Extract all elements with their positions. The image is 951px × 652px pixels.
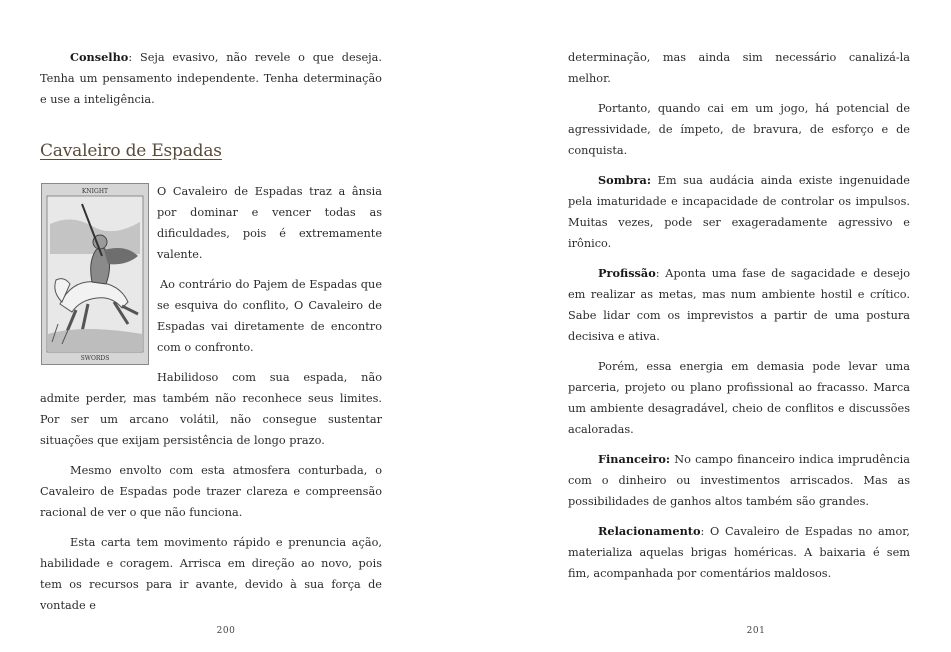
paragraph-porem: Porém, essa energia em demasia pode levar uma parceria, projeto ou plano profissional ao fracasso. Marca um ambiente desagradável, cheio de conflitos e discussões acaloradas. — [568, 360, 910, 436]
right-text-column — [568, 47, 910, 593]
sombra-text: Em sua audácia ainda existe ingenuidade pela imaturidade e incapacidade de controlar os impulsos. Muitas vezes, pode ser exageradamente agressivo e irônico. — [568, 174, 910, 250]
profissao-text: : Aponta uma fase de sagacidade e desejo em realizar as metas, mas num ambiente hostil e crítico. Sabe lidar com os imprevistos a partir de uma postura decisiva e ativa. — [568, 267, 910, 343]
card-bottom-label: SWORDS — [80, 355, 110, 362]
paragraph-conselho — [40, 47, 382, 110]
paragraph-5: Esta carta tem movimento rápido e prenuncia ação, habilidade e coragem. Arrisca em direção ao novo, pois tem os recursos para ir avante, devido à sua força de vontade e — [40, 536, 382, 612]
paragraph-relacionamento — [568, 521, 910, 584]
page-number-left: 200 — [216, 626, 236, 636]
paragraph-1: O Cavaleiro de Espadas traz a ânsia por dominar e vencer todas as dificuldades, pois é extremamente valente. — [157, 185, 382, 261]
section-heading: Cavaleiro de Espadas — [40, 141, 222, 161]
paragraph-profissao — [568, 263, 910, 347]
card-top-label: KNIGHT — [81, 188, 109, 195]
profissao-label: Profissão — [598, 266, 656, 280]
conselho-text: : Seja evasivo, não revele o que deseja. Tenha um pensamento independente. Tenha determinação e use a inteligência. — [40, 51, 382, 106]
relacionamento-text: : O Cavaleiro de Espadas no amor, materializa aquelas brigas homéricas. A baixaria é sem fim, acompanhada por comentários maldosos. — [568, 525, 910, 580]
paragraph-continuation: determinação, mas ainda sim necessário canalizá-la melhor. — [568, 51, 910, 85]
left-page — [0, 0, 475, 652]
knight-of-swords-card-image — [41, 183, 149, 365]
sombra-label: Sombra: — [598, 173, 651, 187]
paragraph-2: Ao contrário do Pajem de Espadas que se esquiva do conflito, O Cavaleiro de Espadas vai diretamente de encontro com o confronto. — [157, 278, 382, 354]
page-number-right: 201 — [746, 626, 766, 636]
card-illustration — [42, 184, 148, 364]
financeiro-label: Financeiro: — [598, 452, 671, 466]
conselho-label: Conselho — [70, 50, 129, 64]
relacionamento-label: Relacionamento — [598, 524, 701, 538]
right-page — [476, 0, 951, 652]
paragraph-3: Habilidoso com sua espada, não admite perder, mas também não reconhece seus limites. Por ser um arcano volátil, não consegue sustentar situações que exijam persistência de longo prazo. — [40, 371, 382, 447]
paragraph-financeiro — [568, 449, 910, 512]
financeiro-text: No campo financeiro indica imprudência com o dinheiro ou investimentos arriscados. Mas as possibilidades de ganhos altos também são grandes. — [568, 453, 910, 508]
left-text-column — [40, 47, 382, 625]
paragraph-4: Mesmo envolto com esta atmosfera conturbada, o Cavaleiro de Espadas pode trazer clareza e compreensão racional de ver o que não funciona. — [40, 464, 382, 519]
paragraph-portanto: Portanto, quando cai em um jogo, há potencial de agressividade, de ímpeto, de bravura, de esforço e de conquista. — [568, 102, 910, 157]
paragraph-sombra — [568, 170, 910, 254]
